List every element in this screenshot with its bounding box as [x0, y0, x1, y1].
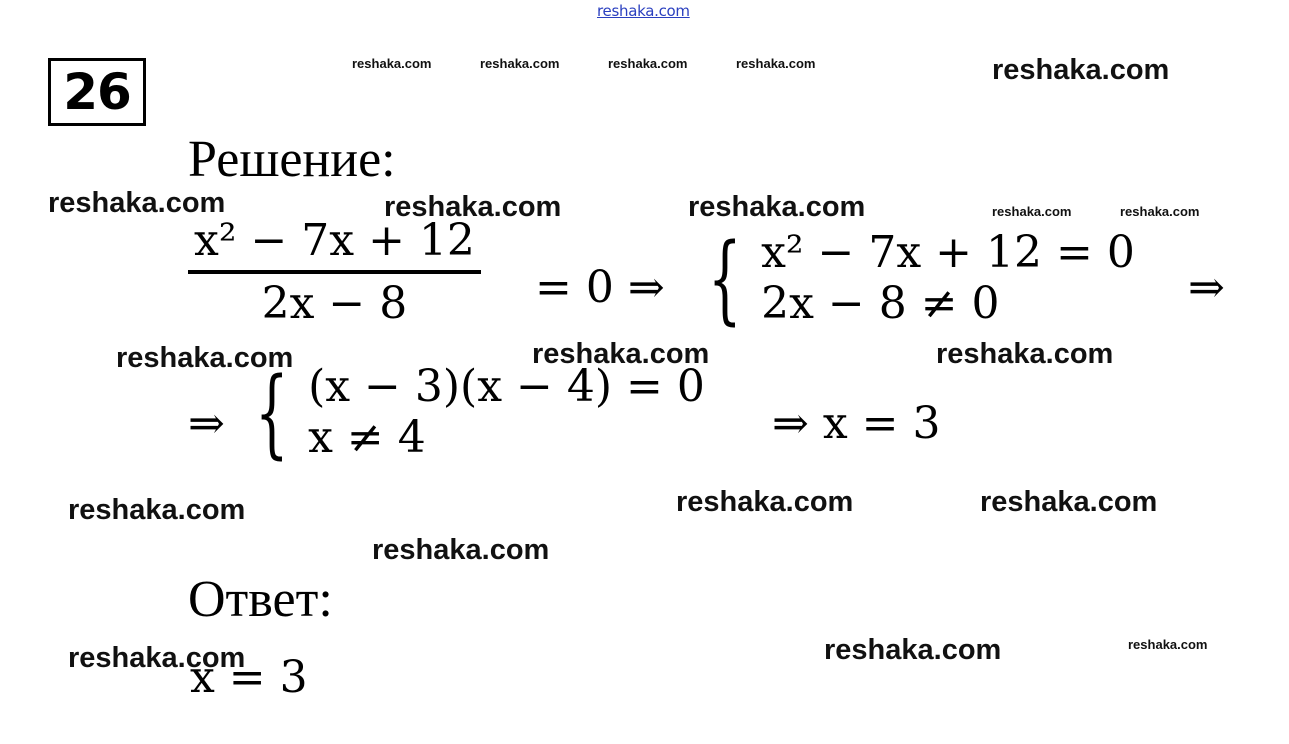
fraction-equation	[188, 215, 481, 329]
system-1	[708, 222, 1135, 335]
watermark: reshaka.com	[608, 56, 688, 71]
fraction-denominator: 2x − 8	[261, 278, 408, 329]
watermark: reshaka.com	[992, 54, 1170, 86]
fraction-bar	[188, 270, 481, 274]
watermark: reshaka.com	[824, 634, 1002, 666]
fraction-numerator: x² − 7x + 12	[194, 215, 475, 266]
watermark: reshaka.com	[1128, 637, 1208, 652]
brace-2: {	[255, 356, 289, 469]
system-2-line-2: x ≠ 4	[308, 411, 426, 463]
watermark: reshaka.com	[992, 204, 1072, 219]
system-2	[255, 356, 705, 469]
watermark: reshaka.com	[936, 338, 1114, 370]
watermark: reshaka.com	[736, 56, 816, 71]
watermark: reshaka.com	[480, 56, 560, 71]
watermark: reshaka.com	[676, 486, 854, 518]
watermark: reshaka.com	[48, 187, 226, 219]
watermark: reshaka.com	[372, 534, 550, 566]
system-1-line-2: 2x − 8 ≠ 0	[761, 277, 1000, 329]
watermark: reshaka.com	[116, 342, 294, 374]
result: ⇒ x = 3	[772, 398, 941, 449]
problem-number-badge: 26	[48, 58, 146, 126]
system-1-line-1: x² − 7x + 12 = 0	[761, 227, 1135, 278]
equals-zero-implies: = 0 ⇒	[535, 262, 665, 313]
system-2-line-1: (x − 3)(x − 4) = 0	[308, 361, 705, 412]
watermark: reshaka.com	[384, 191, 562, 223]
fraction	[188, 215, 481, 329]
answer-heading: Ответ:	[188, 571, 333, 628]
watermark: reshaka.com	[532, 338, 710, 370]
watermark: reshaka.com	[68, 642, 246, 674]
site-link[interactable]: reshaka.com	[597, 2, 690, 20]
brace-1: {	[708, 222, 742, 335]
solution-heading: Решение:	[188, 131, 396, 188]
watermark: reshaka.com	[980, 486, 1158, 518]
answer-value: x = 3	[190, 652, 308, 703]
watermark: reshaka.com	[68, 494, 246, 526]
watermark: reshaka.com	[1120, 204, 1200, 219]
implies-arrow-start: ⇒	[188, 398, 225, 449]
watermark: reshaka.com	[352, 56, 432, 71]
watermark: reshaka.com	[688, 191, 866, 223]
implies-arrow-end: ⇒	[1188, 262, 1225, 313]
